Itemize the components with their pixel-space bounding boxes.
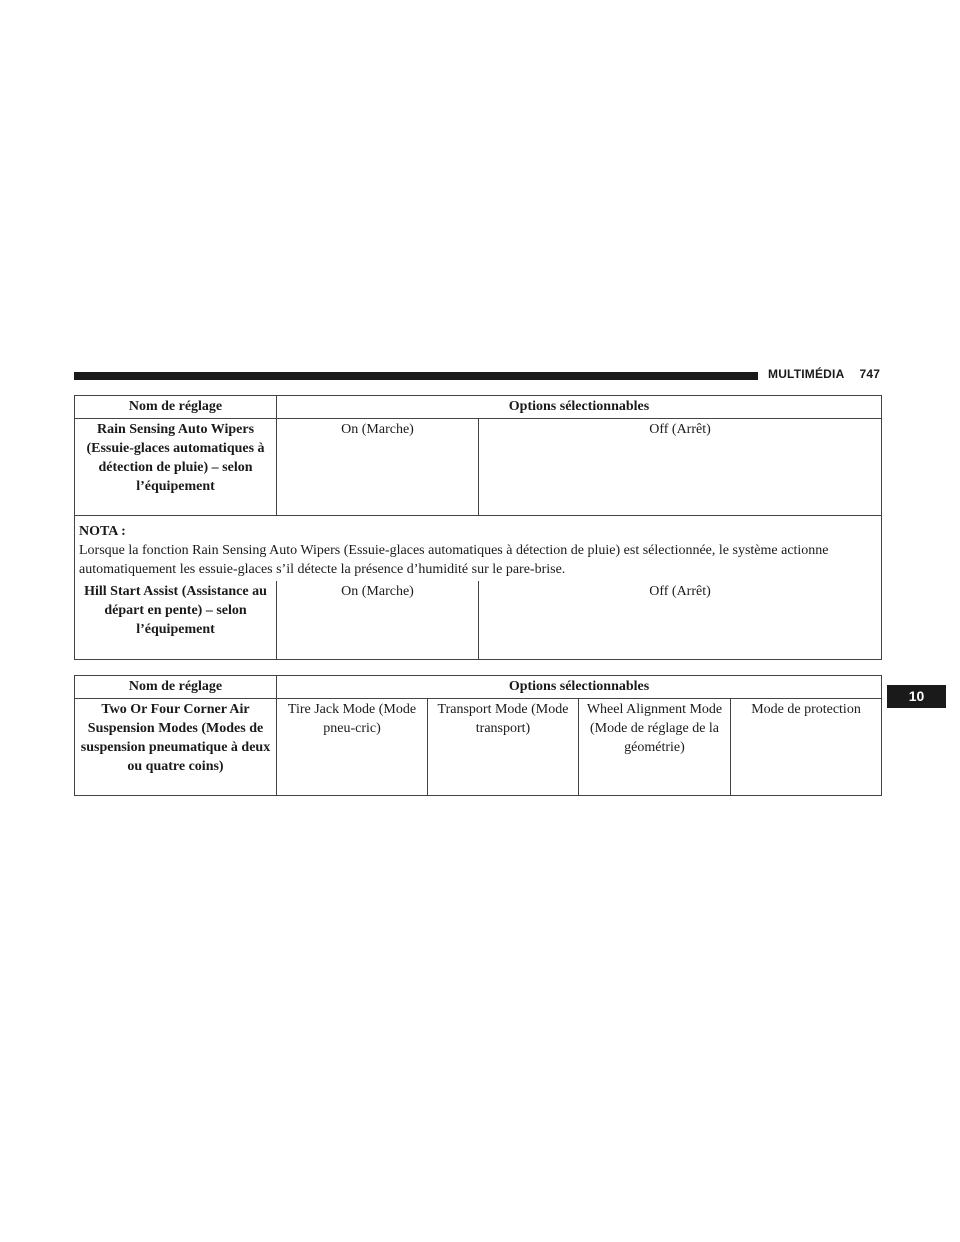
column-header-options: Options sélectionnables: [277, 396, 882, 419]
option-cell: Off (Arrêt): [479, 419, 882, 516]
page-number: 747: [859, 367, 881, 381]
table-header-row: [75, 396, 882, 419]
settings-table-2: [74, 675, 882, 796]
note-text: Lorsque la fonction Rain Sensing Auto Wipers (Essuie-glaces automatiques à détection de pluie) est sélectionnée, le système actionne automatiquement les essuie-glaces s’il détecte la présence d’humidité sur le pare-brise.: [79, 543, 829, 577]
option-cell: Tire Jack Mode (Mode pneu-cric): [277, 699, 428, 796]
section-title: MULTIMÉDIA: [768, 367, 844, 381]
table-header-row: [75, 676, 882, 699]
column-header-setting: Nom de réglage: [75, 396, 277, 419]
setting-name: Two Or Four Corner Air Suspension Modes (Modes de suspension pneumatique à deux ou quatre coins): [75, 699, 277, 796]
column-header-setting: Nom de réglage: [75, 676, 277, 699]
chapter-tab: 10: [887, 685, 946, 708]
settings-table-1: [74, 395, 882, 660]
option-cell: On (Marche): [277, 419, 479, 516]
setting-name: Rain Sensing Auto Wipers (Essuie-glaces automatiques à détection de pluie) – selon l’équipement: [75, 419, 277, 516]
header-rule: [74, 372, 758, 380]
option-cell: Off (Arrêt): [479, 581, 882, 659]
table-row: [75, 581, 882, 659]
setting-name: Hill Start Assist (Assistance au départ en pente) – selon l’équipement: [75, 581, 277, 659]
note-cell: [75, 516, 882, 582]
running-header: [768, 367, 880, 381]
option-cell: Wheel Alignment Mode (Mode de réglage de la géométrie): [579, 699, 731, 796]
option-cell: Transport Mode (Mode transport): [428, 699, 579, 796]
note-row: [75, 516, 882, 582]
option-cell: On (Marche): [277, 581, 479, 659]
note-title: NOTA :: [79, 524, 126, 539]
table-row: [75, 699, 882, 796]
table-row: [75, 419, 882, 516]
option-cell: Mode de protection: [731, 699, 882, 796]
column-header-options: Options sélectionnables: [277, 676, 882, 699]
